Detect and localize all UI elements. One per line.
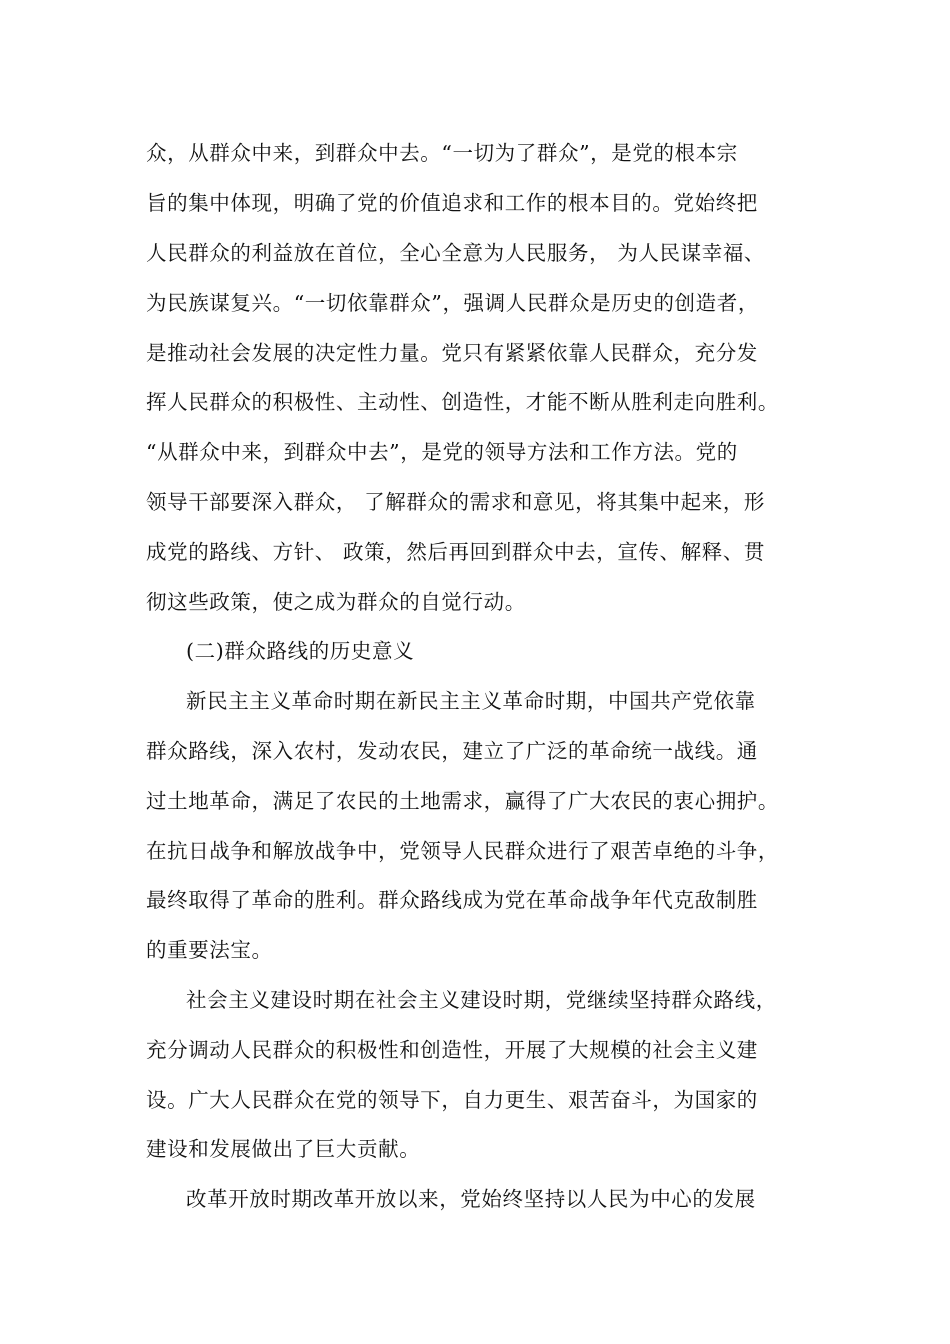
text-line: 新民主主义革命时期在新民主主义革命时期，中国共产党依靠 [186, 689, 756, 713]
text-line: 众，从群众中来，到群众中去。“一切为了群众”，是党的根本宗 [146, 141, 738, 165]
text-line: 的重要法宝。 [146, 938, 273, 962]
text-line: 过土地革命，满足了农民的土地需求，赢得了广大农民的衷心拥护。 [146, 789, 779, 813]
text-line: 设。广大人民群众在党的领导下，自力更生、艰苦奋斗，为国家的 [146, 1088, 758, 1112]
text-line: 旨的集中体现，明确了党的价值追求和工作的根本目的。党始终把 [146, 191, 758, 215]
text-line: 为民族谋复兴。“一切依靠群众”，强调人民群众是历史的创造者， [146, 291, 759, 315]
text-line: 彻这些政策，使之成为群众的自觉行动。 [146, 590, 526, 614]
text-line: 领导干部要深入群众， 了解群众的需求和意见，将其集中起来，形 [146, 490, 766, 514]
text-line: 充分调动人民群众的积极性和创造性，开展了大规模的社会主义建 [146, 1038, 758, 1062]
text-line: 成党的路线、方针、 政策，然后再回到群众中去，宣传、解释、贯 [146, 540, 766, 564]
text-line: 改革开放时期改革开放以来，党始终坚持以人民为中心的发展 [186, 1187, 756, 1211]
text-line: 挥人民群众的积极性、主动性、创造性，才能不断从胜利走向胜利。 [146, 390, 779, 414]
text-line: 群众路线，深入农村，发动农民，建立了广泛的革命统一战线。通 [146, 739, 758, 763]
text-line: 是推动社会发展的决定性力量。党只有紧紧依靠人民群众，充分发 [146, 341, 758, 365]
text-line: 建设和发展做出了巨大贡献。 [146, 1137, 421, 1161]
text-line: 社会主义建设时期在社会主义建设时期，党继续坚持群众路线， [186, 988, 777, 1012]
text-line: “从群众中来，到群众中去”，是党的领导方法和工作方法。党的 [146, 440, 738, 464]
section-heading: (二)群众路线的历史意义 [186, 639, 415, 663]
text-line: 人民群众的利益放在首位，全心全意为人民服务， 为人民谋幸福、 [146, 241, 766, 265]
text-line: 在抗日战争和解放战争中，党领导人民群众进行了艰苦卓绝的斗争， [146, 839, 779, 863]
text-line: 最终取得了革命的胜利。群众路线成为党在革命战争年代克敌制胜 [146, 888, 758, 912]
